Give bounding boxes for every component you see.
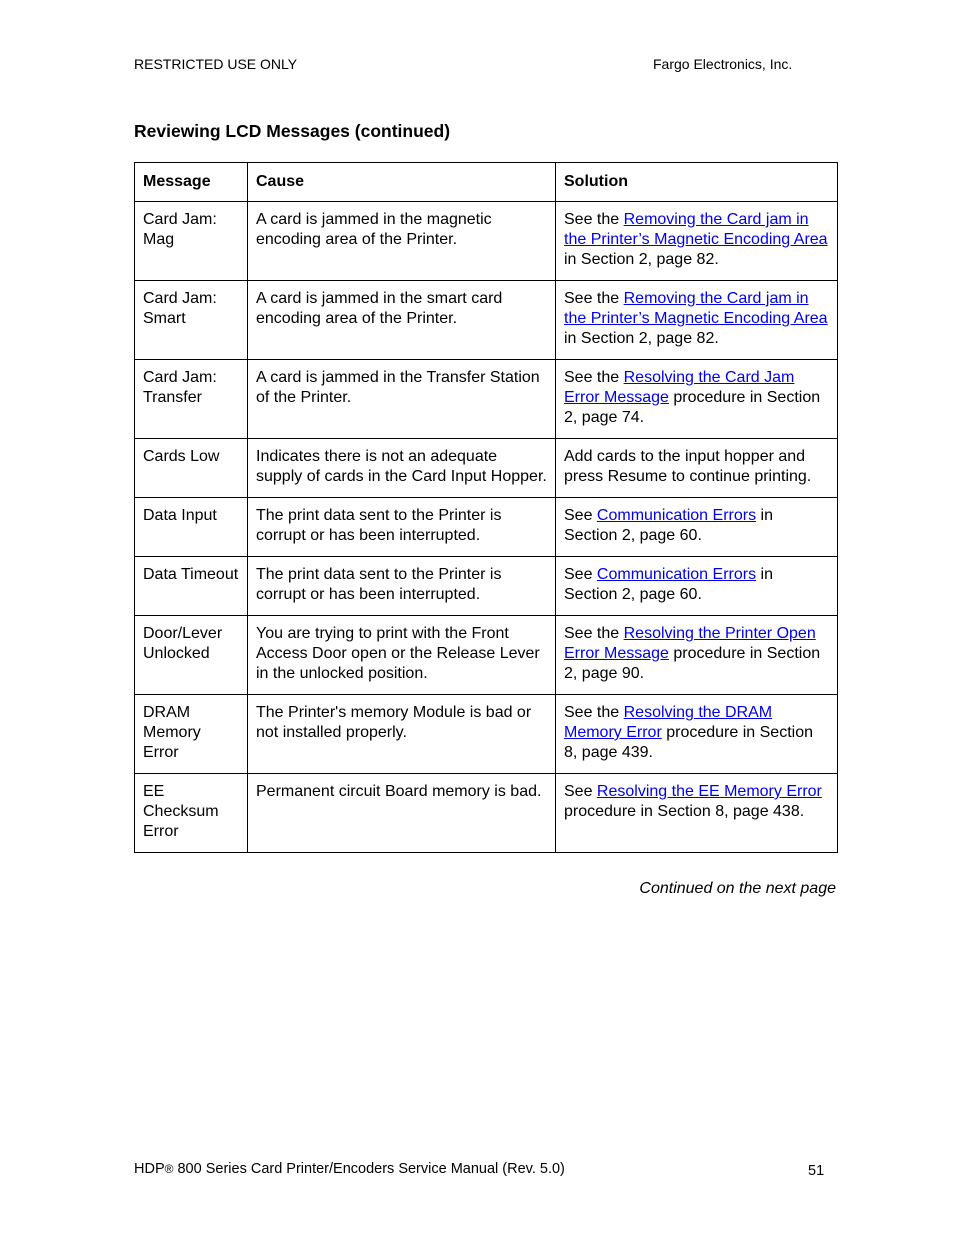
message-cell: EE Checksum Error: [135, 774, 248, 853]
solution-cell: [556, 439, 838, 498]
table-row: [135, 439, 838, 498]
table-row: [135, 695, 838, 774]
message-cell: Data Timeout: [135, 557, 248, 616]
cause-cell: The print data sent to the Printer is corrupt or has been interrupted.: [248, 557, 556, 616]
footer-manual-title: [134, 1161, 565, 1177]
solution-link[interactable]: Resolving the DRAM Memory Error: [564, 704, 773, 741]
table-row: [135, 498, 838, 557]
solution-link[interactable]: Resolving the EE Memory Error: [596, 783, 822, 800]
cause-cell: The Printer's memory Module is bad or not installed properly.: [248, 695, 556, 774]
column-header-message: Message: [135, 163, 248, 202]
solution-text-post: procedure in Section 2, page 90.: [564, 645, 821, 682]
table-row: [135, 774, 838, 853]
solution-cell: [556, 202, 838, 281]
header-left: RESTRICTED USE ONLY: [134, 56, 298, 72]
message-cell: Door/Lever Unlocked: [135, 616, 248, 695]
solution-link[interactable]: Communication Errors: [596, 507, 757, 524]
solution-text-pre: See the: [564, 625, 624, 642]
page-number: 51: [808, 1163, 825, 1179]
cause-cell: Indicates there is not an adequate supply of cards in the Card Input Hopper.: [248, 439, 556, 498]
footer-suffix: 800 Series Card Printer/Encoders Service Manual (Rev. 5.0): [173, 1161, 565, 1177]
solution-text-pre: See: [564, 783, 597, 800]
solution-text-pre: See the: [564, 369, 624, 386]
solution-text-post: in Section 2, page 82.: [564, 330, 719, 347]
header-right: Fargo Electronics, Inc.: [653, 56, 793, 72]
cause-cell: Permanent circuit Board memory is bad.: [248, 774, 556, 853]
message-cell: Card Jam: Transfer: [135, 360, 248, 439]
message-cell: DRAM Memory Error: [135, 695, 248, 774]
cause-cell: You are trying to print with the Front Access Door open or the Release Lever in the unlocked position.: [248, 616, 556, 695]
page-title: Reviewing LCD Messages (continued): [134, 121, 451, 141]
footer-prefix: HDP: [134, 1161, 165, 1177]
solution-link[interactable]: Resolving the Card Jam Error Message: [564, 369, 795, 406]
registered-mark: ®: [164, 1162, 174, 1176]
cause-cell: A card is jammed in the smart card encoding area of the Printer.: [248, 281, 556, 360]
column-header-cause: Cause: [248, 163, 556, 202]
message-cell: Data Input: [135, 498, 248, 557]
message-cell: Card Jam: Mag: [135, 202, 248, 281]
message-cell: Card Jam: Smart: [135, 281, 248, 360]
continued-note: Continued on the next page: [639, 880, 836, 897]
solution-cell: [556, 695, 838, 774]
solution-link[interactable]: Communication Errors: [596, 566, 757, 583]
solution-cell: [556, 616, 838, 695]
solution-text-post: procedure in Section 2, page 74.: [564, 389, 821, 426]
table-row: [135, 281, 838, 360]
lcd-messages-table: [134, 162, 838, 853]
solution-text-pre: See the: [564, 290, 624, 307]
solution-text-pre: See: [564, 507, 597, 524]
table-row: [135, 360, 838, 439]
table-row: [135, 557, 838, 616]
cause-cell: The print data sent to the Printer is corrupt or has been interrupted.: [248, 498, 556, 557]
solution-text-post: procedure in Section 8, page 439.: [564, 724, 813, 761]
solution-text-pre: See: [564, 566, 597, 583]
solution-cell: [556, 557, 838, 616]
table-header-row: [135, 163, 838, 202]
solution-text-post: in Section 2, page 82.: [564, 251, 719, 268]
cause-cell: A card is jammed in the Transfer Station of the Printer.: [248, 360, 556, 439]
solution-text-post: in Section 2, page 60.: [564, 507, 773, 544]
solution-cell: [556, 281, 838, 360]
solution-cell: [556, 360, 838, 439]
table-row: [135, 616, 838, 695]
table-row: [135, 202, 838, 281]
solution-text-post: in Section 2, page 60.: [564, 566, 773, 603]
solution-text-pre: See the: [564, 704, 624, 721]
message-cell: Cards Low: [135, 439, 248, 498]
solution-text-pre: See the: [564, 211, 624, 228]
solution-link[interactable]: Removing the Card jam in the Printer’s Magnetic Encoding Area: [564, 211, 828, 248]
solution-link[interactable]: Resolving the Printer Open Error Message: [564, 625, 816, 662]
solution-link[interactable]: Removing the Card jam in the Printer’s Magnetic Encoding Area: [564, 290, 828, 327]
cause-cell: A card is jammed in the magnetic encoding area of the Printer.: [248, 202, 556, 281]
solution-text-post: procedure in Section 8, page 438.: [564, 803, 805, 820]
solution-text-pre: Add cards to the input hopper and press Resume to continue printing.: [564, 448, 812, 485]
solution-cell: [556, 774, 838, 853]
solution-cell: [556, 498, 838, 557]
column-header-solution: Solution: [556, 163, 838, 202]
